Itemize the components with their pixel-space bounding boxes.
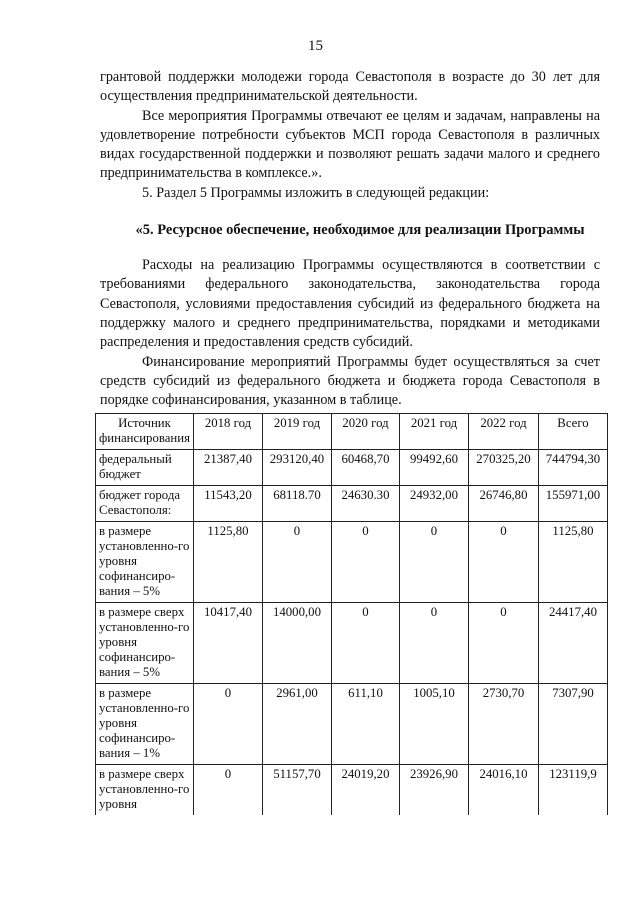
paragraph: грантовой поддержки молодежи города Севастополя в возрасте до 30 лет для осуществления предпринимательской деятельности. — [100, 69, 600, 105]
cell-2020: 0 — [331, 522, 399, 603]
cell-total: 123119,9 — [538, 765, 607, 816]
cell-total: 1125,80 — [538, 522, 607, 603]
header-2022: 2022 год — [468, 414, 538, 450]
cell-2021: 0 — [399, 603, 468, 684]
header-2020: 2020 год — [331, 414, 399, 450]
cell-total: 744794,30 — [538, 450, 607, 486]
table-row — [96, 522, 608, 603]
row-label: в размере установленно-го уровня софинансиро-вания – 5% — [96, 522, 194, 603]
header-total: Всего — [538, 414, 607, 450]
cell-2021: 24932,00 — [399, 486, 468, 522]
cell-2020: 24630.30 — [331, 486, 399, 522]
cell-2022: 0 — [468, 603, 538, 684]
paragraph: Все мероприятия Программы отвечают ее целям и задачам, направлены на удовлетворение потребности субъектов МСП города Севастополя в различных видах государственной поддержки и позволяют решать задачи малого и среднего предпринимательства в комплексе.». — [100, 107, 600, 182]
cell-2022: 0 — [468, 522, 538, 603]
cell-total: 7307,90 — [538, 684, 607, 765]
cell-2018: 21387,40 — [193, 450, 262, 486]
row-label: бюджет города Севастополя: — [96, 486, 194, 522]
row-label: в размере установленно-го уровня софинансиро-вания – 1% — [96, 684, 194, 765]
cell-2020: 24019,20 — [331, 765, 399, 816]
cell-2021: 0 — [399, 522, 468, 603]
section-title: «5. Ресурсное обеспечение, необходимое для реализации Программы — [135, 222, 585, 239]
cell-2020: 611,10 — [331, 684, 399, 765]
cell-2022: 2730,70 — [468, 684, 538, 765]
cell-2018: 1125,80 — [193, 522, 262, 603]
cell-2019: 0 — [262, 522, 331, 603]
document-body — [100, 68, 600, 410]
cell-2021: 23926,90 — [399, 765, 468, 816]
cell-2022: 26746,80 — [468, 486, 538, 522]
cell-2021: 1005,10 — [399, 684, 468, 765]
table-row — [96, 450, 608, 486]
row-label: в размере сверх установленно-го уровня софинансиро-вания – 5% — [96, 603, 194, 684]
table-header-row — [96, 414, 608, 450]
header-2019: 2019 год — [262, 414, 331, 450]
header-source: Источник финансирования — [96, 414, 194, 450]
cell-2018: 0 — [193, 765, 262, 816]
paragraph: Финансирование мероприятий Программы будет осуществляться за счет средств субсидий из федерального бюджета и бюджета города Севастополя в порядке софинансирования, указанном в таблице. — [100, 353, 600, 409]
header-2021: 2021 год — [399, 414, 468, 450]
cell-2019: 14000,00 — [262, 603, 331, 684]
paragraph: 5. Раздел 5 Программы изложить в следующей редакции: — [142, 184, 490, 201]
cell-2019: 51157,70 — [262, 765, 331, 816]
cell-2019: 2961,00 — [262, 684, 331, 765]
financing-table — [95, 413, 608, 815]
table-row — [96, 765, 608, 816]
cell-2022: 24016,10 — [468, 765, 538, 816]
table-row — [96, 684, 608, 765]
page-number: 15 — [308, 38, 323, 54]
cell-2020: 60468,70 — [331, 450, 399, 486]
cell-2019: 293120,40 — [262, 450, 331, 486]
cell-2018: 11543,20 — [193, 486, 262, 522]
cell-2020: 0 — [331, 603, 399, 684]
paragraph: Расходы на реализацию Программы осуществляются в соответствии с требованиями федерального законодательства, законодательства города Севастополя, условиями предоставления субсидий из федерального бюджета на поддержку малого и среднего предпринимательства, порядками и методиками распределения и предоставления средств субсидий. — [100, 257, 600, 351]
cell-2021: 99492,60 — [399, 450, 468, 486]
header-2018: 2018 год — [193, 414, 262, 450]
cell-2022: 270325,20 — [468, 450, 538, 486]
table-row — [96, 603, 608, 684]
row-label: в размере сверх установленно-го уровня — [96, 765, 194, 816]
cell-2018: 0 — [193, 684, 262, 765]
cell-total: 24417,40 — [538, 603, 607, 684]
row-label: федеральный бюджет — [96, 450, 194, 486]
cell-2018: 10417,40 — [193, 603, 262, 684]
table-row — [96, 486, 608, 522]
cell-total: 155971,00 — [538, 486, 607, 522]
cell-2019: 68118.70 — [262, 486, 331, 522]
